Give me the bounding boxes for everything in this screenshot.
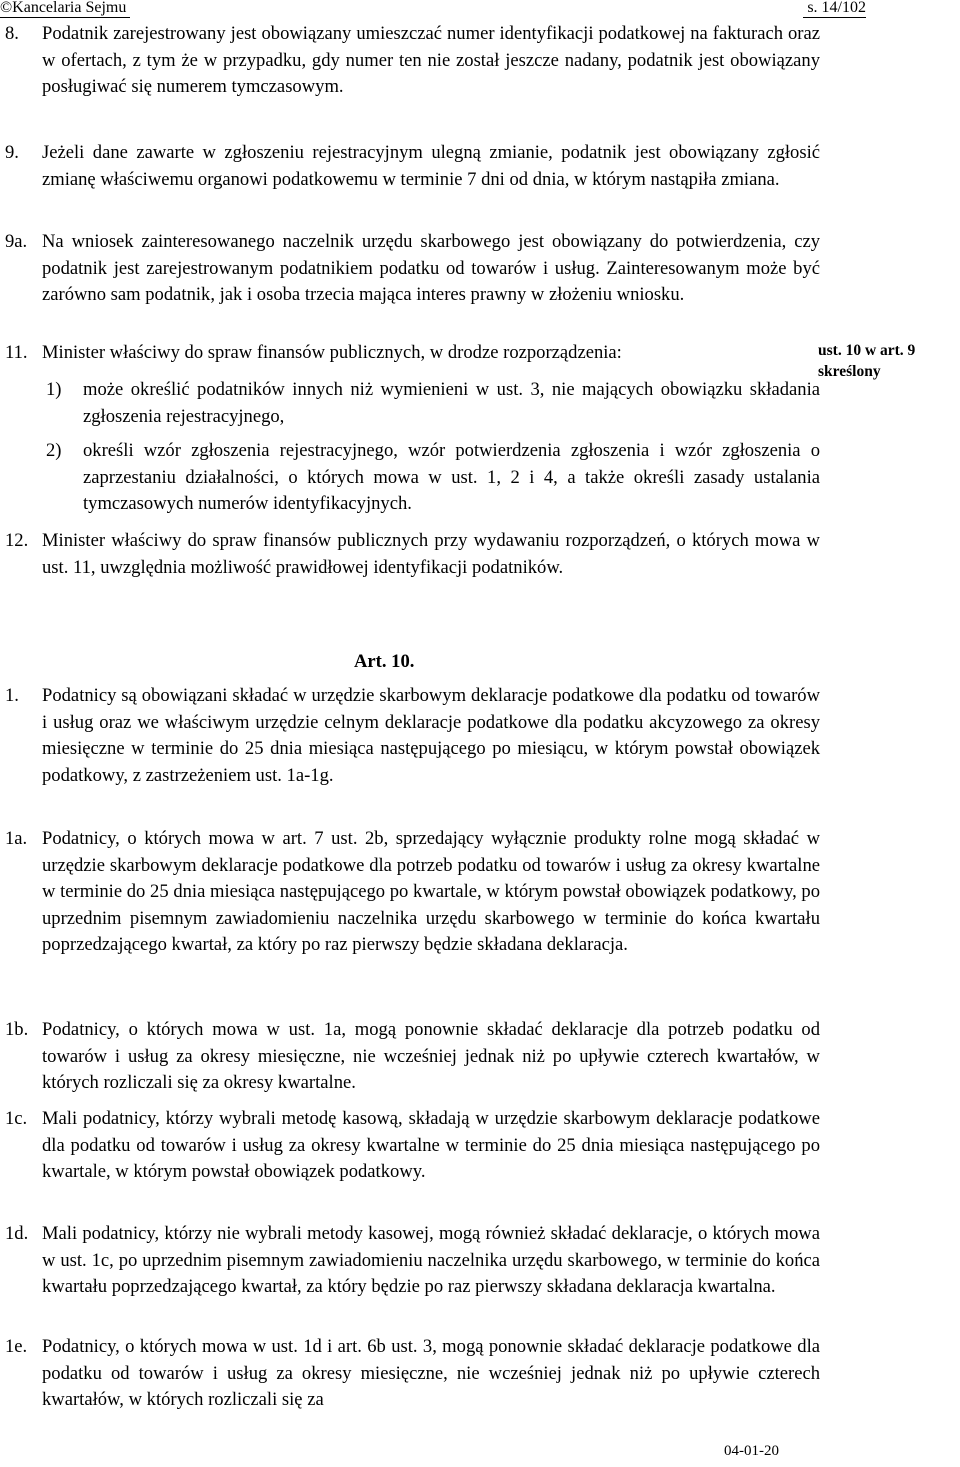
paragraph-text: Podatnicy są obowiązani składać w urzędzie skarbowym deklaracje podatkowe dla podatku od towarów i usług oraz we właściwym urzędzie celnym deklaracje podatkowe dla podatku akcyzowego za okresy miesięczne w terminie do 25 dnia miesiąca następującego po miesiącu, w którym powstał obowiązek podatkowy, z zastrzeżeniem ust. 1a-1g. [42, 685, 820, 786]
paragraph-number: 11. [5, 342, 28, 363]
header-source: ©Kancelaria Sejmu [0, 0, 130, 18]
subpoint-number: 2) [46, 440, 62, 461]
paragraph-number: 1c. [5, 1108, 28, 1129]
article-paragraph-1b [5, 1017, 820, 1097]
paragraph-text: Minister właściwy do spraw finansów publicznych, w drodze rozporządzenia: [42, 342, 622, 363]
footer-date: 04-01-20 [724, 1443, 779, 1459]
paragraph-text: Podatnicy, o których mowa w ust. 1a, mogą ponownie składać deklaracje dla potrzeb podatku od towarów i usług za okresy miesięczne, nie wcześniej jednak niż po upływie czterech kwartałów, w których rozliczali się za okresy kwartalne. [42, 1019, 820, 1093]
paragraph-text: Podatnicy, o których mowa w ust. 1d i art. 6b ust. 3, mogą ponownie składać deklaracje podatkowe dla podatku od towarów i usług za okresy miesięczne, nie wcześniej jednak niż po upływie czterech kwartałów, w których rozliczali się za [42, 1336, 820, 1410]
paragraph-text: Mali podatnicy, którzy nie wybrali metody kasowej, mogą również składać deklaracje, o których mowa w ust. 1c, po uprzednim pisemnym zawiadomieniu naczelnika urzędu skarbowego, w terminie do końca kwartału poprzedzającego kwartał, za który będzie po raz pierwszy składana deklaracja kwartalna. [42, 1223, 820, 1297]
paragraph-text: Mali podatnicy, którzy wybrali metodę kasową, składają w urzędzie skarbowym deklaracje podatkowe dla podatku od towarów i usług za okresy kwartalne w terminie do 25 dnia miesiąca następującego po kwartale, w którym powstał obowiązek podatkowy. [42, 1108, 820, 1182]
paragraph-number: 9. [5, 142, 19, 163]
paragraph-9 [5, 140, 820, 193]
margin-note: ust. 10 w art. 9 skreślony [818, 342, 916, 380]
paragraph-number: 8. [5, 23, 19, 44]
paragraph-text: Podatnik zarejestrowany jest obowiązany umieszczać numer identyfikacji podatkowej na fakturach oraz w ofertach, z tym że w przypadku, gdy numer ten nie został jeszcze nadany, podatnik jest obowiązany posługiwać się numerem tymczasowym. [42, 23, 820, 97]
paragraph-number: 1e. [5, 1336, 28, 1357]
paragraph-9a [5, 229, 820, 309]
subpoint-2 [46, 438, 820, 518]
paragraph-text: Podatnicy, o których mowa w art. 7 ust. 2b, sprzedający wyłącznie produkty rolne mogą składać w urzędzie skarbowym deklaracje podatkowe dla potrzeb podatku od towarów i usług za okresy kwartalne w terminie do 25 dnia miesiąca następującego po kwartale, w którym powstał obowiązek podatkowy, po uprzednim pisemnym zawiadomieniu naczelnika urzędu skarbowego w terminie do końca kwartału poprzedzającego kwartał, za który po raz pierwszy będzie składana deklaracja. [42, 828, 820, 955]
paragraph-number: 9a. [5, 231, 28, 252]
paragraph-number: 1. [5, 685, 19, 706]
article-paragraph-1c [5, 1106, 820, 1186]
article-paragraph-1d [5, 1221, 820, 1301]
paragraph-number: 1b. [5, 1019, 29, 1040]
subpoint-text: określi wzór zgłoszenia rejestracyjnego, wzór potwierdzenia zgłoszenia i wzór zgłoszenia o zaprzestaniu działalności, o których mowa w ust. 1, 2 i 4, a także określi zasady ustalania tymczasowych numerów identyfikacyjnych. [83, 440, 820, 514]
subpoint-text: może określić podatników innych niż wymienieni w ust. 3, nie mających obowiązku składania zgłoszenia rejestracyjnego, [83, 379, 820, 427]
paragraph-number: 1a. [5, 828, 28, 849]
article-paragraph-1a [5, 826, 820, 959]
paragraph-text: Minister właściwy do spraw finansów publicznych przy wydawaniu rozporządzeń, o których mowa w ust. 11, uwzględnia możliwość prawidłowej identyfikacji podatników. [42, 530, 820, 578]
header-page-number: s. 14/102 [803, 0, 866, 18]
paragraph-text: Jeżeli dane zawarte w zgłoszeniu rejestracyjnym ulegną zmianie, podatnik jest obowiązany zgłosić zmianę właściwemu organowi podatkowemu w terminie 7 dni od dnia, w którym nastąpiła zmiana. [42, 142, 820, 190]
paragraph-11 [5, 340, 820, 367]
article-paragraph-1 [5, 683, 820, 789]
paragraph-text: Na wniosek zainteresowanego naczelnik urzędu skarbowego jest obowiązany do potwierdzenia, czy podatnik jest zarejestrowanym podatnikiem podatku od towarów i usług. Zainteresowanym może być zarówno sam podatnik, jak i osoba trzecia mająca interes prawny w złożeniu wniosku. [42, 231, 820, 305]
paragraph-8 [5, 21, 820, 101]
paragraph-number: 12. [5, 530, 29, 551]
paragraph-number: 1d. [5, 1223, 29, 1244]
article-paragraph-1e [5, 1334, 820, 1414]
article-title: Art. 10. [354, 651, 415, 672]
subpoint-1 [46, 377, 820, 430]
subpoint-number: 1) [46, 379, 62, 400]
paragraph-12 [5, 528, 820, 581]
